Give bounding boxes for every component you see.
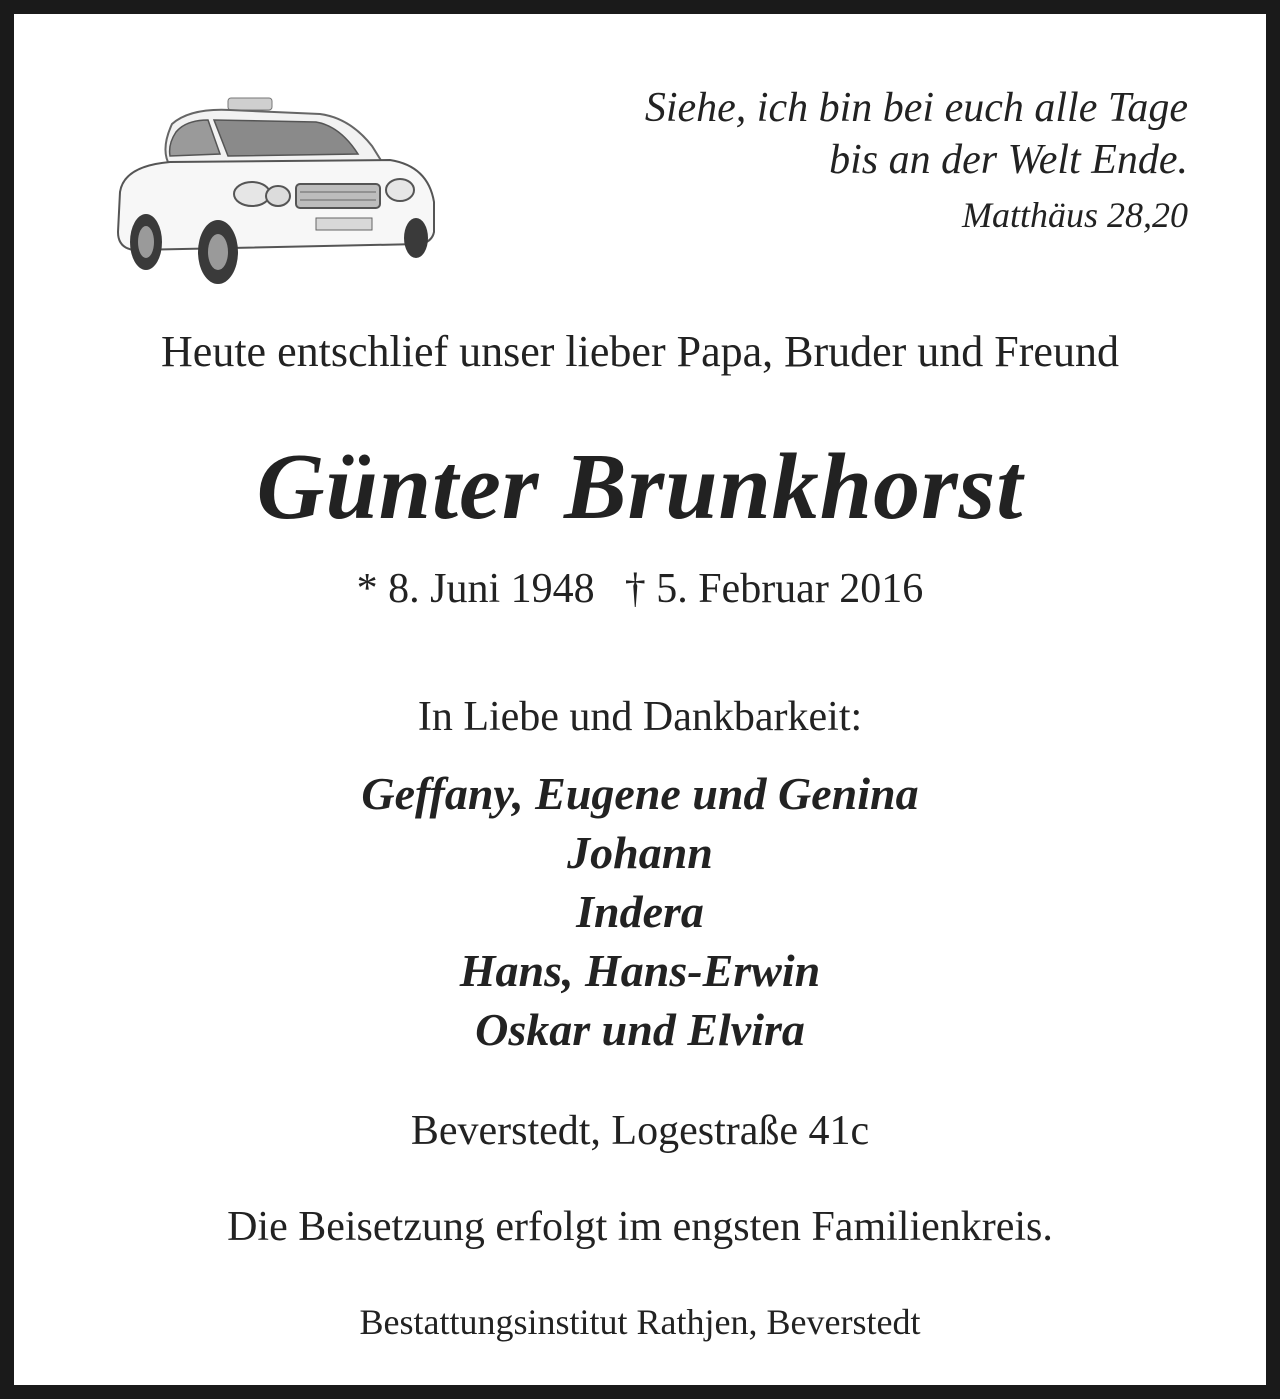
- mourner-entry: Johann: [567, 827, 713, 878]
- quote-line: bis an der Welt Ende.: [829, 137, 1188, 183]
- intro-text: Heute entschlief unser lieber Papa, Bruder und Freund: [161, 327, 1119, 376]
- death-date: † 5. Februar 2016: [624, 566, 924, 612]
- birth-date: * 8. Juni 1948: [356, 566, 595, 612]
- mourners-list: [14, 764, 1266, 1059]
- address: Beverstedt, Logestraße 41c: [410, 1108, 870, 1154]
- deceased-name: Günter Brunkhorst: [256, 435, 1024, 539]
- quote-line: Siehe, ich bin bei euch alle Tage: [644, 85, 1188, 131]
- life-dates: [14, 562, 1266, 616]
- mourner-entry: Indera: [576, 886, 704, 937]
- quote-reference: Matthäus 28,20: [961, 195, 1188, 235]
- burial-note: Die Beisetzung erfolgt im engsten Familienkreis.: [227, 1204, 1053, 1250]
- undertaker: Bestattungsinstitut Rathjen, Beverstedt: [359, 1302, 921, 1342]
- mourner-entry: Oskar und Elvira: [475, 1004, 805, 1055]
- mourner-entry: Geffany, Eugene und Genina: [361, 768, 919, 819]
- thanks-heading: In Liebe und Dankbarkeit:: [417, 694, 863, 740]
- taxi-car-icon: [110, 92, 440, 287]
- bible-quote: [645, 82, 1188, 238]
- mourner-entry: Hans, Hans-Erwin: [459, 945, 821, 996]
